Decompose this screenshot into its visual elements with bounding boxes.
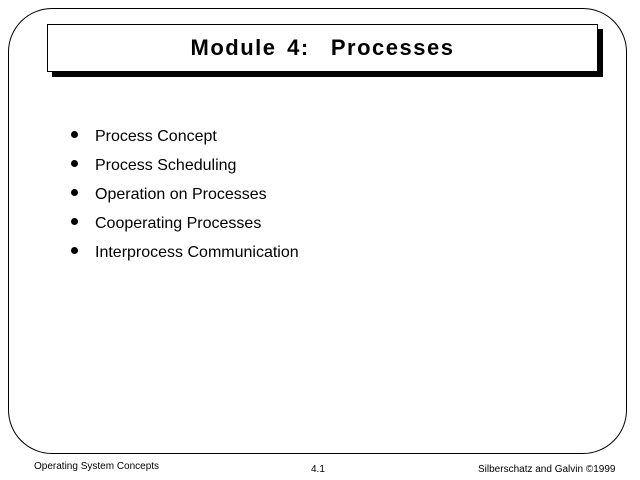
bullet-item <box>71 122 299 151</box>
bullet-item <box>71 180 299 209</box>
footer-copyright: Silberschatz and Galvin ©1999 <box>478 464 616 475</box>
bullet-list <box>71 122 299 267</box>
slide-title: Module 4: Processes <box>190 35 455 60</box>
bullet-item <box>71 209 299 238</box>
bullet-item <box>71 151 299 180</box>
bullet-icon <box>71 218 78 225</box>
bullet-item <box>71 238 299 267</box>
bullet-label: Interprocess Communication <box>95 243 299 261</box>
bullet-label: Process Concept <box>95 127 217 145</box>
title-box <box>47 24 598 72</box>
bullet-label: Cooperating Processes <box>95 214 262 232</box>
footer-course-name: Operating System Concepts <box>34 461 160 472</box>
bullet-icon <box>71 131 78 138</box>
bullet-icon <box>71 189 78 196</box>
footer-slide-number: 4.1 <box>311 464 325 475</box>
bullet-label: Process Scheduling <box>95 156 237 174</box>
bullet-icon <box>71 160 78 167</box>
bullet-label: Operation on Processes <box>95 185 267 203</box>
bullet-icon <box>71 247 78 254</box>
